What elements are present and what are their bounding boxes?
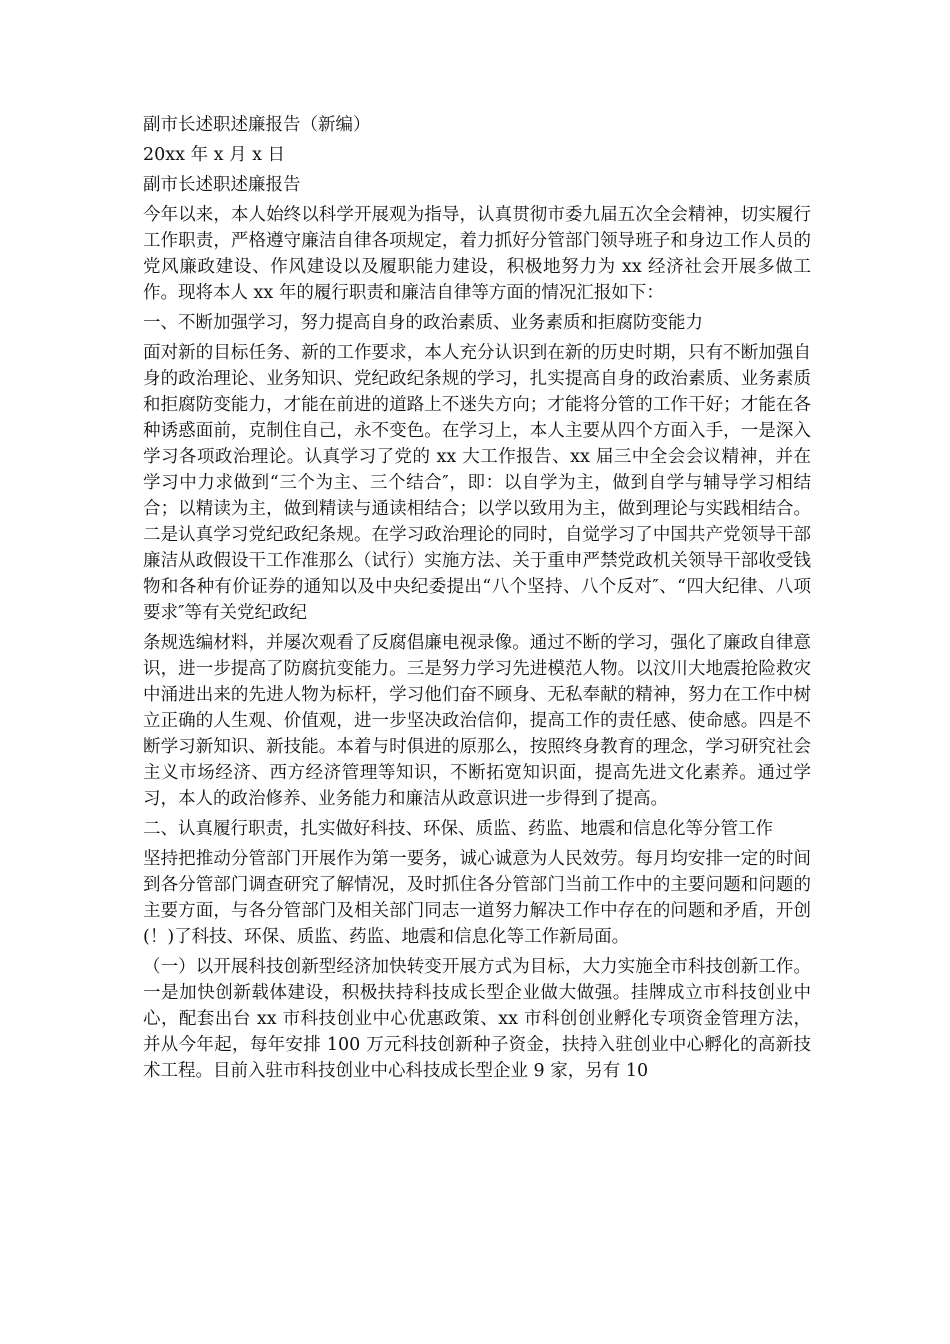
document-date: 20xx 年 x 月 x 日 [143, 145, 286, 165]
body-paragraph-1: 面对新的目标任务、新的工作要求，本人充分认识到在新的历史时期，只有不断加强自身的政治理论、业务知识、党纪政纪条规的学习，扎实提高自身的政治素质、业务素质和拒腐防变能力，才能在前进的道路上不迷失方向；才能将分管的工作干好；才能在各种诱惑面前，克制住自己，永不变色。在学习上，本人主要从四个方面入手，一是深入学习各项政治理论。认真学习了党的 xx 大工作报告、xx 届三中全会会议精神，并在学习中力求做到“三个为主、三个结合″，即：以自学为主，做到自学与辅导学习相结合；以精读为主，做到精读与通读相结合；以学以致用为主，做到理论与实践相结合。二是认真学习党纪政纪条规。在学习政治理论的同时，自觉学习了中国共产党领导干部廉洁从政假设干工作准那么（试行）实施方法、关于重申严禁党政机关领导干部收受钱物和各种有价证券的通知以及中央纪委提出“八个坚持、八个反对″、“四大纪律、八项要求″等有关党纪政纪 [143, 343, 811, 623]
section-heading-1: 一、不断加强学习，努力提高自身的政治素质、业务素质和拒腐防变能力 [143, 313, 703, 333]
body-paragraph-3: 坚持把推动分管部门开展作为第一要务，诚心诚意为人民效劳。每月均安排一定的时间到各分管部门调查研究了解情况，及时抓住各分管部门当前工作中的主要问题和问题的主要方面，与各分管部门及相关部门同志一道努力解决工作中存在的问题和矛盾，开创(！)了科技、环保、质监、药监、地震和信息化等工作新局面。 [143, 849, 811, 947]
document-title: 副市长述职述廉报告（新编） [143, 115, 371, 135]
document-page [143, 112, 811, 1084]
section-heading-2: 二、认真履行职责，扎实做好科技、环保、质监、药监、地震和信息化等分管工作 [143, 819, 773, 839]
body-paragraph-2: 条规选编材料，并屡次观看了反腐倡廉电视录像。通过不断的学习，强化了廉政自律意识，进一步提高了防腐抗变能力。三是努力学习先进模范人物。以汶川大地震抢险救灾中涌进出来的先进人物为标杆，学习他们奋不顾身、无私奉献的精神，努力在工作中树立正确的人生观、价值观，进一步坚决政治信仰，提高工作的责任感、使命感。四是不断学习新知识、新技能。本着与时俱进的原那么，按照终身教育的理念，学习研究社会主义市场经济、西方经济管理等知识，不断拓宽知识面，提高先进文化素养。通过学习，本人的政治修养、业务能力和廉洁从政意识进一步得到了提高。 [143, 633, 811, 809]
body-paragraph-4: （一）以开展科技创新型经济加快转变开展方式为目标，大力实施全市科技创新工作。一是加快创新载体建设，积极扶持科技成长型企业做大做强。挂牌成立市科技创业中心，配套出台 xx 市科技创业中心优惠政策、xx 市科创创业孵化专项资金管理方法，并从今年起，每年安排 100 万元科技创新种子资金，扶持入驻创业中心孵化的高新技术工程。目前入驻市科技创业中心科技成长型企业 9 家，另有 10 [143, 957, 811, 1081]
intro-paragraph: 今年以来，本人始终以科学开展观为指导，认真贯彻市委九届五次全会精神，切实履行工作职责，严格遵守廉洁自律各项规定，着力抓好分管部门领导班子和身边工作人员的党风廉政建设、作风建设以及履职能力建设，积极地努力为 xx 经济社会开展多做工作。现将本人 xx 年的履行职责和廉洁自律等方面的情况汇报如下： [143, 205, 811, 303]
document-subtitle: 副市长述职述廉报告 [143, 175, 301, 195]
